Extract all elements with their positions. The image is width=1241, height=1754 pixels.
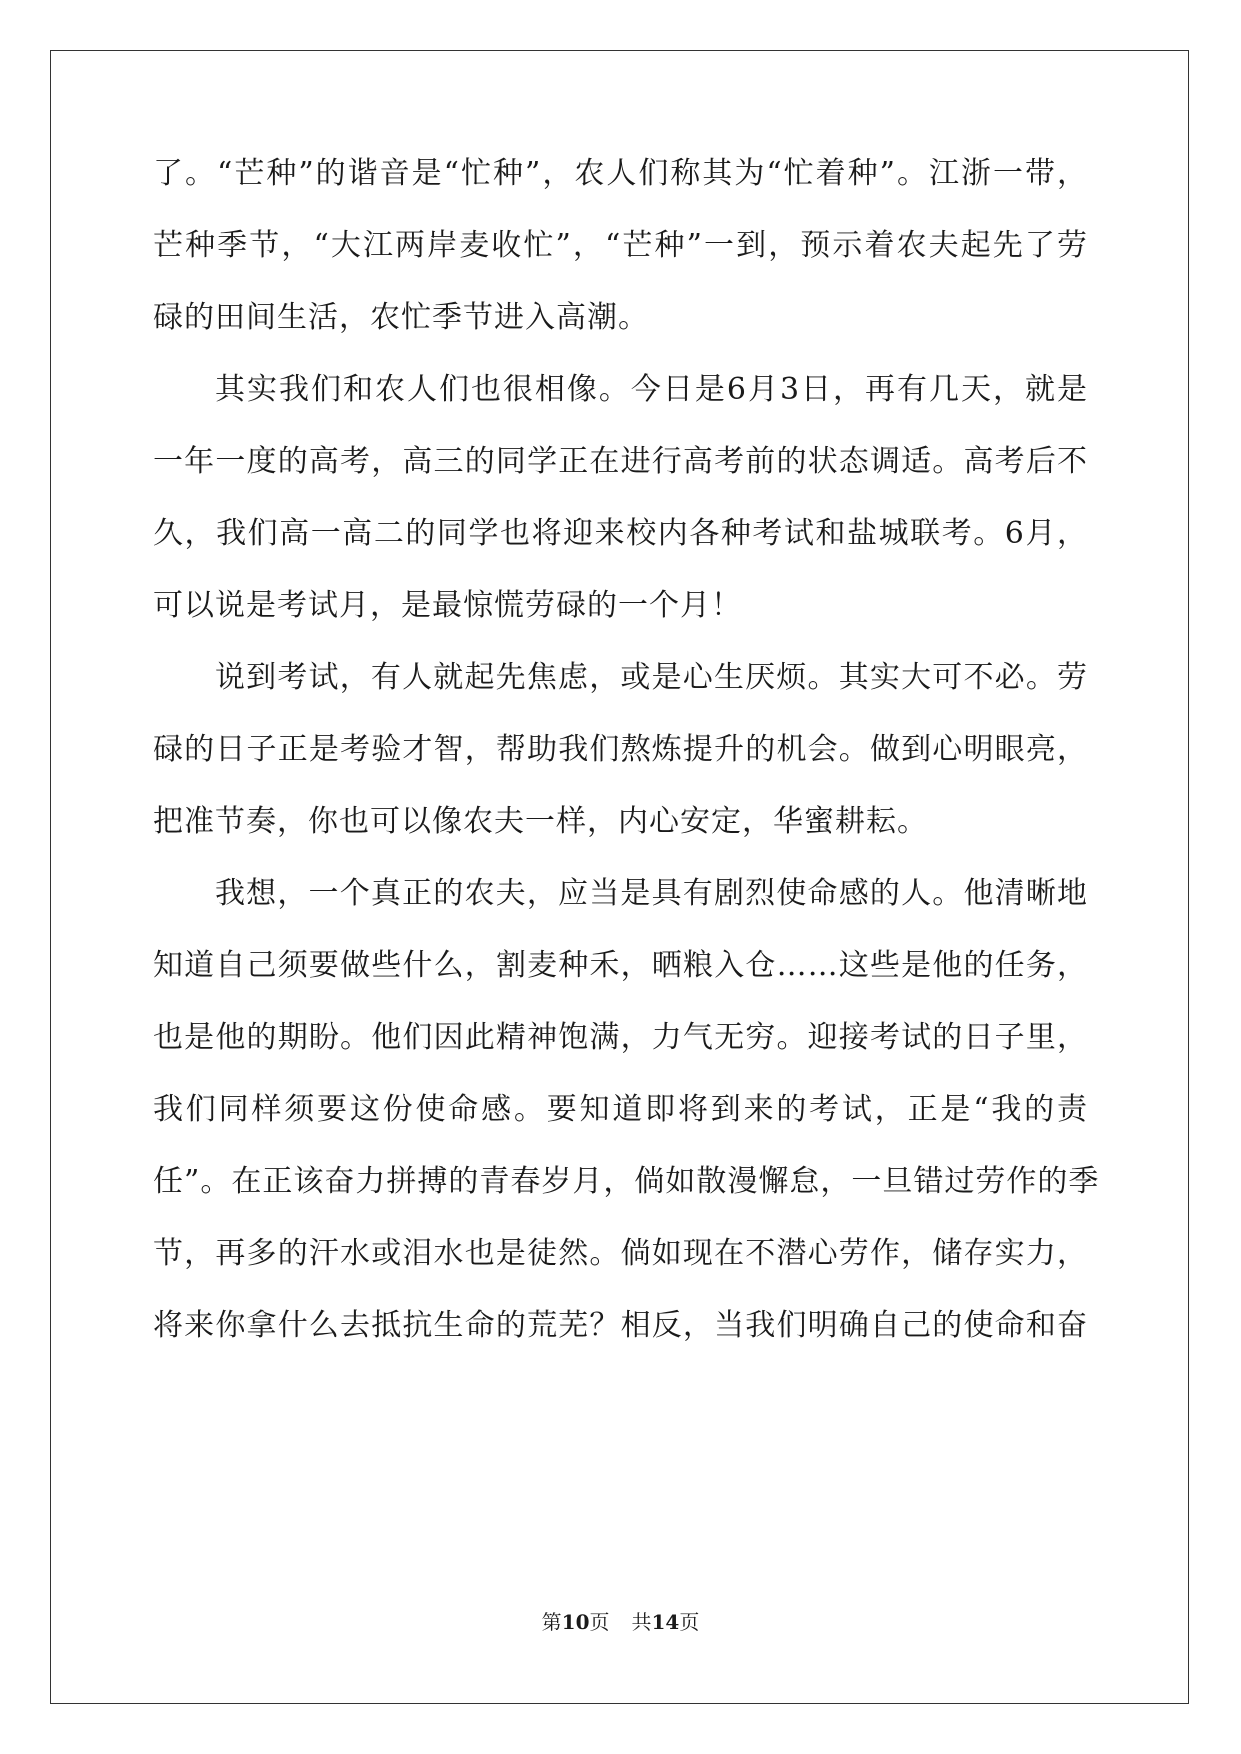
footer-suffix: 页 [679,1610,700,1634]
page-total: 14 [651,1610,680,1634]
footer-prefix: 第 [541,1610,562,1634]
footer-mid: 页 [589,1610,610,1634]
footer-total-prefix: 共 [631,1610,652,1634]
text-line: 说到考试，有人就起先焦虑，或是心生厌烦。其实大可不必。劳 [215,660,1088,695]
text-line: 芒种季节，“大江两岸麦收忙”，“芒种”一到，预示着农夫起先了劳 [153,228,1088,263]
text-line: 可以说是考试月，是最惊慌劳碌的一个月！ [153,588,742,623]
text-line: 我们同样须要这份使命感。要知道即将到来的考试，正是“我的责 [153,1092,1088,1127]
page-number: 10 [561,1610,590,1634]
text-line: 我想，一个真正的农夫，应当是具有剧烈使命感的人。他清晰地 [215,876,1088,911]
text-line: 一年一度的高考，高三的同学正在进行高考前的状态调适。高考后不 [153,444,1088,479]
text-line: 也是他的期盼。他们因此精神饱满，力气无穷。迎接考试的日子里， [153,1020,1088,1055]
text-line: 碌的田间生活，农忙季节进入高潮。 [153,300,649,335]
text-line: 把准节奏，你也可以像农夫一样，内心安定，华蜜耕耘。 [153,804,928,839]
page-footer [0,1608,1241,1636]
text-line: 碌的日子正是考验才智，帮助我们熬炼提升的机会。做到心明眼亮， [153,732,1088,767]
text-line: 其实我们和农人们也很相像。今日是6月3日，再有几天，就是 [215,372,1088,407]
text-line: 了。“芒种”的谐音是“忙种”，农人们称其为“忙着种”。江浙一带， [153,156,1088,191]
text-line: 将来你拿什么去抵抗生命的荒芜？相反，当我们明确自己的使命和奋 [153,1308,1088,1343]
text-line: 节，再多的汗水或泪水也是徒然。倘如现在不潜心劳作，储存实力， [153,1236,1088,1271]
text-line: 久，我们高一高二的同学也将迎来校内各种考试和盐城联考。6月， [153,516,1088,551]
text-line: 任”。在正该奋力拼搏的青春岁月，倘如散漫懈怠，一旦错过劳作的季 [153,1164,1100,1199]
text-line: 知道自己须要做些什么，割麦种禾，晒粮入仓……这些是他的任务， [153,948,1088,983]
